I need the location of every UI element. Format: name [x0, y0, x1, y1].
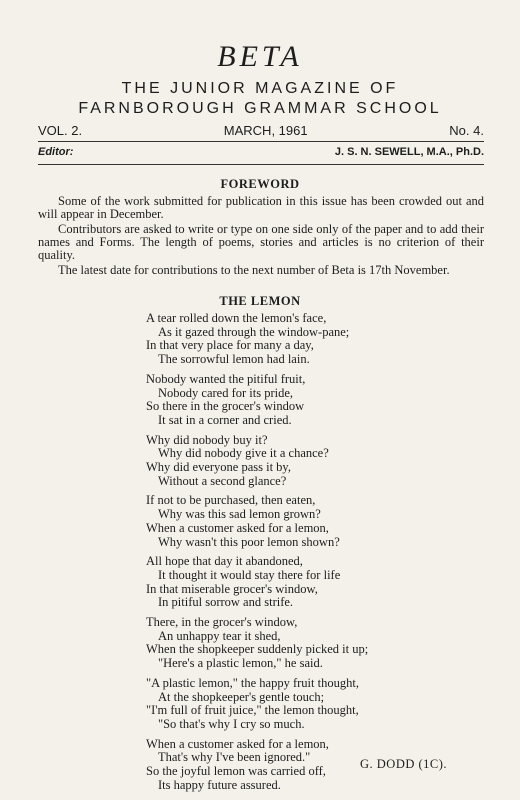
issue-date: MARCH, 1961: [223, 123, 308, 138]
foreword-paragraph: The latest date for contributions to the next number of Beta is 17th November.: [58, 263, 450, 277]
poem-stanza: [146, 677, 446, 732]
poem-line: Nobody cared for its pride,: [158, 385, 294, 400]
editor-label: Editor:: [38, 146, 74, 158]
foreword-heading: FOREWORD: [220, 177, 300, 191]
poem-line: As it gazed through the window-pane;: [158, 324, 350, 339]
foreword-body: [38, 195, 484, 279]
poem-line: Why did nobody give it a chance?: [158, 446, 329, 461]
poem-line: All hope that day it abandoned,: [146, 554, 303, 569]
poem-line: Why did everyone pass it by,: [146, 460, 291, 475]
poem-line: If not to be purchased, then eaten,: [146, 493, 316, 508]
magazine-title: BETA: [217, 40, 303, 73]
poem-line: The sorrowful lemon had lain.: [158, 352, 310, 367]
poem-line: That's why I've been ignored.": [158, 750, 311, 765]
poem-line: Nobody wanted the pitiful fruit,: [146, 371, 306, 386]
issue-number: No. 4.: [449, 123, 484, 138]
poem-line: An unhappy tear it shed,: [158, 628, 281, 643]
poem-line: When a customer asked for a lemon,: [146, 736, 329, 751]
poem-line: Why was this sad lemon grown?: [158, 507, 321, 522]
foreword-paragraph: Some of the work submitted for publication in this issue has been crowded out and will appear in December.: [38, 194, 484, 221]
poem-line: At the shopkeeper's gentle touch;: [158, 689, 325, 704]
poem-title: THE LEMON: [219, 294, 301, 308]
foreword-paragraph: Contributors are asked to write or type on one side only of the paper and to add their names and Forms. The length of poems, stories and articles is no criterion of their quality.: [38, 222, 484, 262]
volume-label: VOL. 2.: [38, 123, 83, 138]
poem-line: Its happy future assured.: [158, 777, 281, 792]
editor-name: J. S. N. SEWELL, M.A., Ph.D.: [334, 146, 484, 158]
poem-line: "Here's a plastic lemon," he said.: [158, 656, 323, 671]
poem-stanza: [146, 494, 446, 549]
poem-line: Why did nobody buy it?: [146, 432, 268, 447]
poem-stanza: [146, 616, 446, 671]
poem-line: There, in the grocer's window,: [146, 615, 298, 630]
poem-stanza: [146, 434, 446, 489]
poem-line: So the joyful lemon was carried off,: [146, 764, 326, 779]
poem-line: Without a second glance?: [158, 473, 287, 488]
poem-stanza: [146, 312, 446, 367]
poem-body: [146, 312, 446, 799]
poem-line: Why wasn't this poor lemon shown?: [158, 534, 340, 549]
poem-line: When the shopkeeper suddenly picked it up;: [146, 642, 369, 657]
header-rule-bottom: [38, 164, 484, 165]
poem-line: A tear rolled down the lemon's face,: [146, 311, 327, 325]
poem-line: In that very place for many a day,: [146, 338, 314, 353]
poem-author: G. DODD (1C).: [360, 757, 448, 771]
poem-line: When a customer asked for a lemon,: [146, 520, 329, 535]
issue-info-row: [38, 123, 484, 138]
poem-stanza: [146, 555, 446, 610]
poem-line: "A plastic lemon," the happy fruit thought,: [146, 675, 359, 690]
poem-line: "I'm full of fruit juice," the lemon thought,: [146, 703, 359, 718]
poem-line: "So that's why I cry so much.: [158, 716, 305, 731]
poem-line: In pitiful sorrow and strife.: [158, 595, 294, 610]
poem-stanza: [146, 373, 446, 428]
editor-row: [38, 146, 484, 158]
magazine-subtitle-line1: THE JUNIOR MAGAZINE OF: [121, 80, 399, 97]
header-rule-top: [38, 141, 484, 142]
magazine-subtitle-line2: FARNBOROUGH GRAMMAR SCHOOL: [78, 100, 442, 117]
poem-line: It thought it would stay there for life: [158, 567, 341, 582]
poem-line: So there in the grocer's window: [146, 399, 305, 414]
poem-line: It sat in a corner and cried.: [158, 412, 292, 427]
poem-line: In that miserable grocer's window,: [146, 581, 318, 596]
